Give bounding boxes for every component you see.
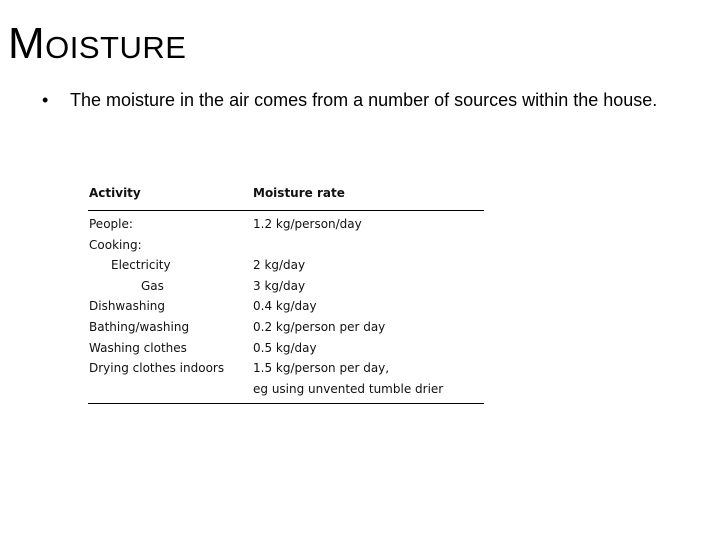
table-row bbox=[88, 379, 484, 400]
table-header bbox=[88, 182, 484, 211]
bullet-marker: • bbox=[42, 90, 49, 110]
rate-cell: 0.2 kg/person per day bbox=[253, 319, 386, 334]
rate-cell: 1.5 kg/person per day, bbox=[253, 361, 390, 376]
bullet-text: The moisture in the air comes from a number of sources within the house. bbox=[70, 90, 658, 110]
slide-title-rest: OISTURE bbox=[45, 30, 187, 65]
table-row bbox=[88, 317, 484, 338]
table-row bbox=[88, 296, 484, 317]
table-row bbox=[88, 358, 484, 379]
table-row bbox=[88, 338, 484, 359]
header-activity: Activity bbox=[89, 186, 141, 200]
rate-cell: 1.2 kg/person/day bbox=[253, 217, 362, 231]
rate-cell: 0.4 kg/day bbox=[253, 299, 317, 314]
activity-cell: Bathing/washing bbox=[89, 319, 190, 334]
activity-cell: Electricity bbox=[111, 258, 171, 273]
table-row bbox=[88, 255, 484, 276]
activity-cell: People: bbox=[89, 217, 133, 231]
rate-cell: 2 kg/day bbox=[253, 258, 306, 273]
rate-cell: eg using unvented tumble drier bbox=[253, 381, 444, 396]
rate-cell: 3 kg/day bbox=[253, 278, 306, 293]
activity-cell: Washing clothes bbox=[89, 340, 187, 355]
table-body bbox=[88, 211, 484, 404]
table-row bbox=[88, 235, 484, 256]
moisture-table bbox=[88, 182, 484, 404]
table-row bbox=[88, 276, 484, 297]
table-row bbox=[88, 214, 484, 235]
bullet-list bbox=[42, 88, 682, 112]
activity-cell: Dishwashing bbox=[89, 299, 166, 314]
slide-title bbox=[8, 19, 187, 68]
slide-title-initial: M bbox=[8, 19, 46, 68]
rate-cell: 0.5 kg/day bbox=[253, 340, 317, 355]
activity-cell: Cooking: bbox=[89, 237, 142, 252]
activity-cell: Gas bbox=[141, 278, 164, 293]
header-moisture-rate: Moisture rate bbox=[253, 186, 345, 200]
activity-cell: Drying clothes indoors bbox=[89, 361, 225, 376]
